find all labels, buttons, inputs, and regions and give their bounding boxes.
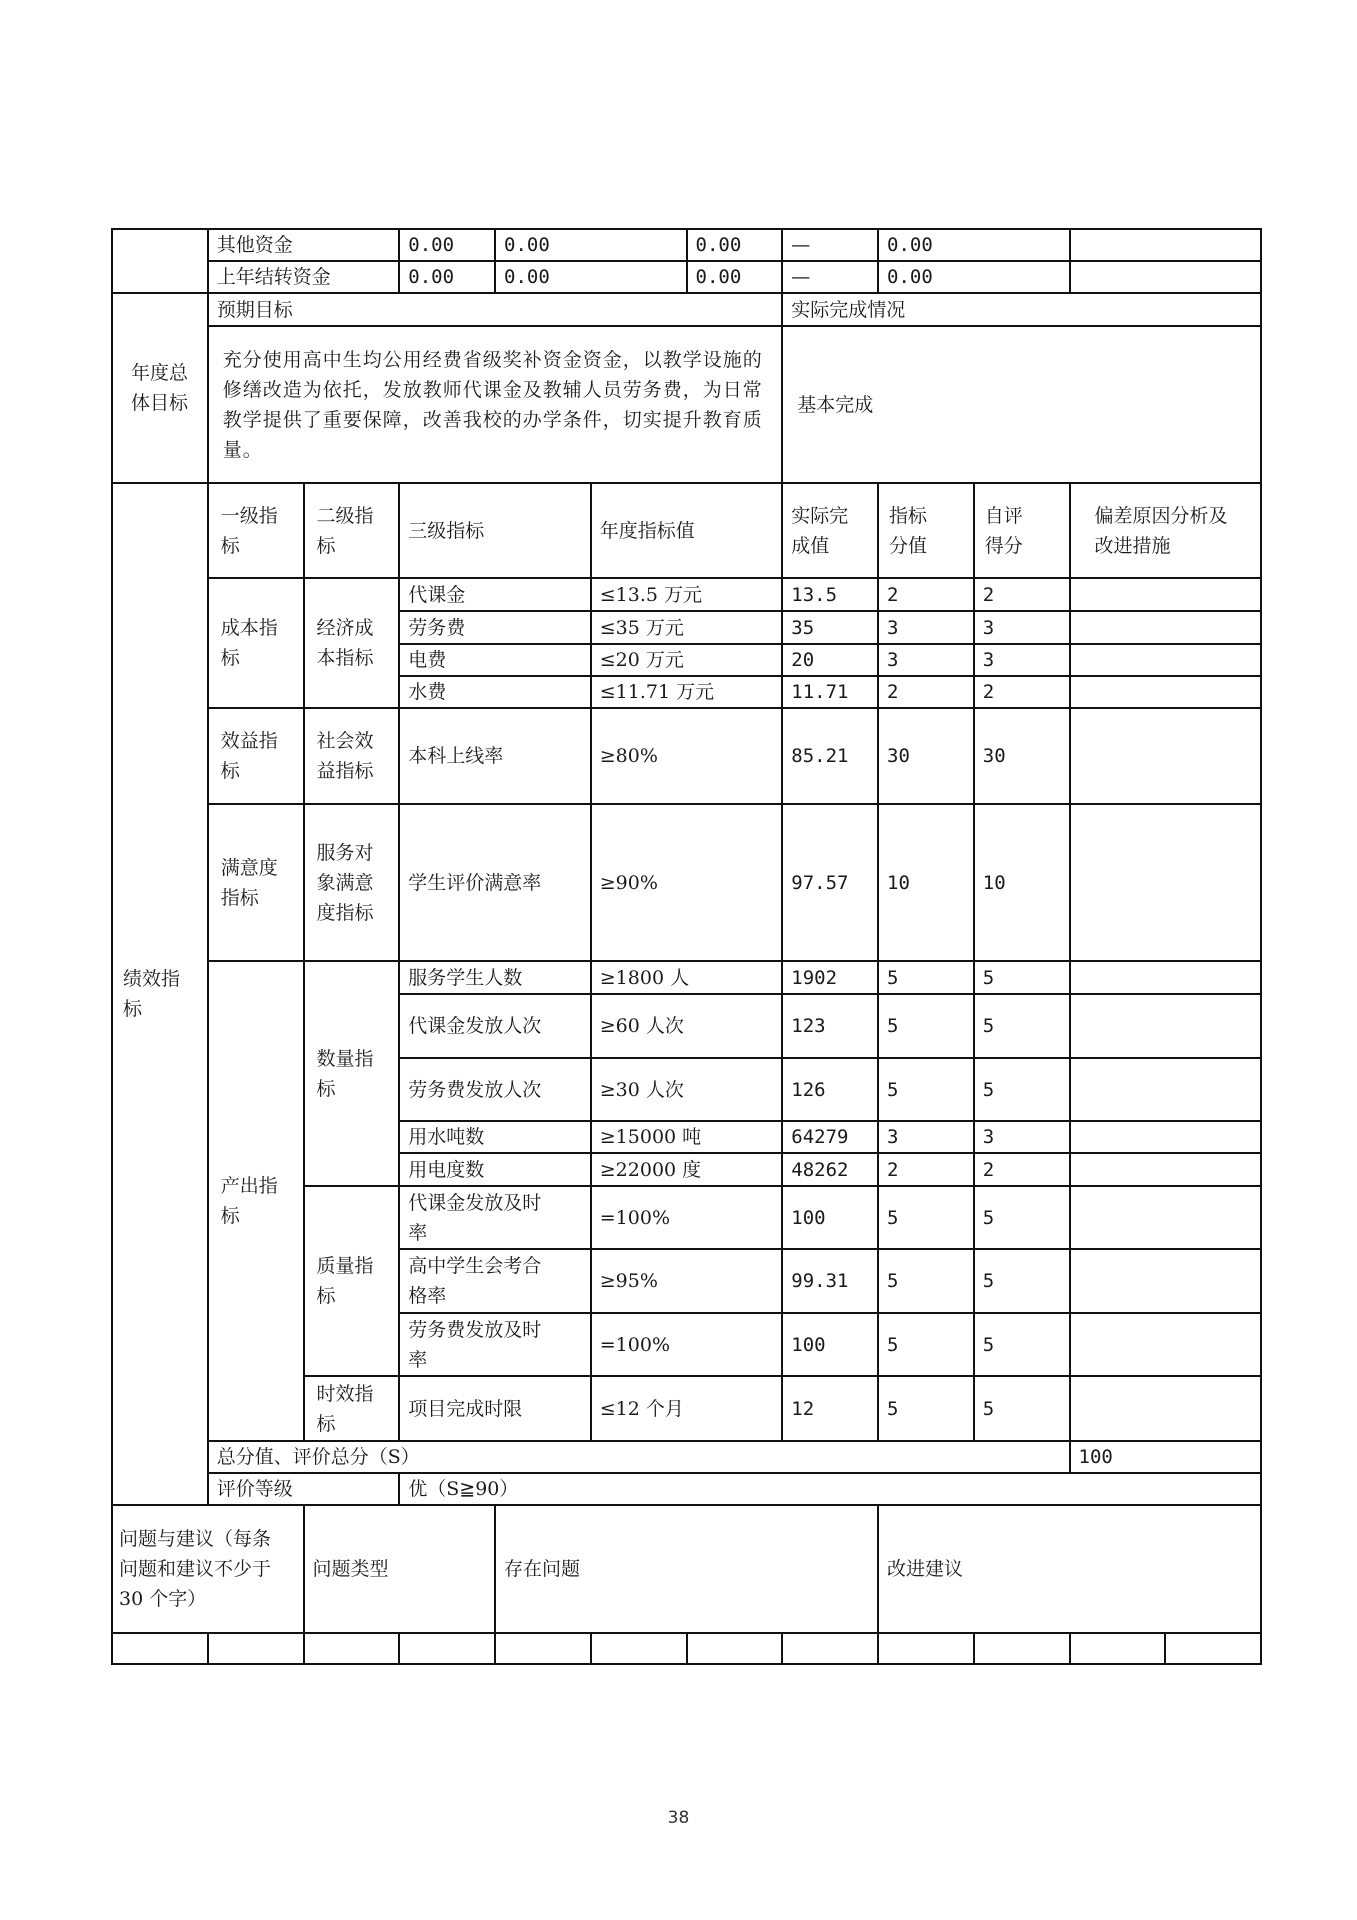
weight-cell: 2 xyxy=(878,578,974,611)
actual-cell: 1902 xyxy=(782,961,878,994)
score-cell: 2 xyxy=(974,1153,1070,1186)
target-cell: ≤12 个月 xyxy=(591,1376,783,1441)
level1-cell: 效益指标 xyxy=(208,708,304,804)
weight-cell: 5 xyxy=(878,1249,974,1313)
target-cell: =100% xyxy=(591,1186,783,1249)
blank-cell xyxy=(399,1633,495,1664)
score-cell: 10 xyxy=(974,804,1070,961)
header-weight: 指标分值 xyxy=(878,483,974,578)
target-cell: ≥60 人次 xyxy=(591,994,783,1058)
blank-cell xyxy=(687,1633,783,1664)
header-target: 年度指标值 xyxy=(591,483,783,578)
fund-value: 0.00 xyxy=(399,229,495,261)
fund-row xyxy=(112,229,1261,261)
blank-cell xyxy=(495,1633,591,1664)
actual-cell: 99.31 xyxy=(782,1249,878,1313)
issues-blank-row xyxy=(112,1633,1261,1664)
header-score: 自评得分 xyxy=(974,483,1070,578)
target-cell: ≥15000 吨 xyxy=(591,1121,783,1153)
weight-cell: 5 xyxy=(878,994,974,1058)
target-cell: ≤11.71 万元 xyxy=(591,676,783,708)
blank-cell xyxy=(782,1633,878,1664)
score-cell: 3 xyxy=(974,611,1070,644)
weight-cell: 3 xyxy=(878,644,974,676)
analysis-cell xyxy=(1070,644,1262,676)
fund-value xyxy=(1070,229,1262,261)
score-cell: 30 xyxy=(974,708,1070,804)
score-cell: 3 xyxy=(974,1121,1070,1153)
fund-value: 0.00 xyxy=(495,261,687,293)
analysis-cell xyxy=(1070,578,1262,611)
actual-completion-text: 基本完成 xyxy=(782,326,1261,483)
level3-cell: 项目完成时限 xyxy=(399,1376,591,1441)
level3-cell: 劳务费 xyxy=(399,611,591,644)
blank-cell xyxy=(304,1633,400,1664)
grade-row xyxy=(112,1473,1261,1505)
fund-name: 其他资金 xyxy=(208,229,400,261)
weight-cell: 5 xyxy=(878,1058,974,1121)
existing-problem-header: 存在问题 xyxy=(495,1505,878,1633)
target-cell: ≤20 万元 xyxy=(591,644,783,676)
performance-label: 绩效指标 xyxy=(112,483,208,1505)
actual-cell: 64279 xyxy=(782,1121,878,1153)
actual-completion-header: 实际完成情况 xyxy=(782,293,1261,326)
analysis-cell xyxy=(1070,994,1262,1058)
indicator-row xyxy=(112,961,1261,994)
blank-cell xyxy=(878,1633,974,1664)
target-cell: ≤13.5 万元 xyxy=(591,578,783,611)
actual-cell: 100 xyxy=(782,1313,878,1376)
header-actual: 实际完成值 xyxy=(782,483,878,578)
header-level1: 一级指标 xyxy=(208,483,304,578)
total-row xyxy=(112,1441,1261,1473)
target-cell: ≥80% xyxy=(591,708,783,804)
page-number: 38 xyxy=(667,1808,690,1828)
header-analysis: 偏差原因分析及改进措施 xyxy=(1070,483,1262,578)
score-cell: 5 xyxy=(974,1186,1070,1249)
analysis-cell xyxy=(1070,1121,1262,1153)
level2-cell: 质量指标 xyxy=(304,1186,400,1376)
performance-evaluation-table xyxy=(111,228,1260,1663)
annual-goal-label: 年度总体目标 xyxy=(112,293,208,483)
blank-cell xyxy=(974,1633,1070,1664)
total-label: 总分值、评价总分（S） xyxy=(208,1441,1070,1473)
analysis-cell xyxy=(1070,1313,1262,1376)
fund-value: 0.00 xyxy=(687,229,783,261)
blank-cell xyxy=(208,1633,304,1664)
level1-cell: 成本指标 xyxy=(208,578,304,708)
blank-cell xyxy=(1165,1633,1261,1664)
level3-cell: 本科上线率 xyxy=(399,708,591,804)
analysis-cell xyxy=(1070,961,1262,994)
actual-cell: 20 xyxy=(782,644,878,676)
fund-value: — xyxy=(782,261,878,293)
level2-cell: 服务对象满意度指标 xyxy=(304,804,400,961)
target-cell: ≥22000 度 xyxy=(591,1153,783,1186)
weight-cell: 5 xyxy=(878,1186,974,1249)
weight-cell: 5 xyxy=(878,1376,974,1441)
target-cell: ≥1800 人 xyxy=(591,961,783,994)
level3-cell: 学生评价满意率 xyxy=(399,804,591,961)
level1-cell: 满意度指标 xyxy=(208,804,304,961)
level3-cell: 用水吨数 xyxy=(399,1121,591,1153)
level3-cell: 代课金发放人次 xyxy=(399,994,591,1058)
actual-cell: 11.71 xyxy=(782,676,878,708)
level3-cell: 电费 xyxy=(399,644,591,676)
analysis-cell xyxy=(1070,804,1262,961)
level2-cell: 时效指标 xyxy=(304,1376,400,1441)
weight-cell: 5 xyxy=(878,961,974,994)
target-cell: ≥30 人次 xyxy=(591,1058,783,1121)
analysis-cell xyxy=(1070,1376,1262,1441)
level3-cell: 水费 xyxy=(399,676,591,708)
weight-cell: 10 xyxy=(878,804,974,961)
weight-cell: 3 xyxy=(878,1121,974,1153)
actual-cell: 13.5 xyxy=(782,578,878,611)
indicator-row xyxy=(112,708,1261,804)
weight-cell: 2 xyxy=(878,1153,974,1186)
analysis-cell xyxy=(1070,1186,1262,1249)
performance-header-row xyxy=(112,483,1261,578)
score-cell: 5 xyxy=(974,1058,1070,1121)
weight-cell: 2 xyxy=(878,676,974,708)
fund-value: 0.00 xyxy=(495,229,687,261)
target-cell: =100% xyxy=(591,1313,783,1376)
level3-cell: 代课金 xyxy=(399,578,591,611)
level3-cell: 高中学生会考合格率 xyxy=(399,1249,591,1313)
score-cell: 5 xyxy=(974,1313,1070,1376)
score-cell: 5 xyxy=(974,994,1070,1058)
target-cell: ≥95% xyxy=(591,1249,783,1313)
level2-cell: 社会效益指标 xyxy=(304,708,400,804)
fund-row xyxy=(112,261,1261,293)
score-cell: 5 xyxy=(974,1376,1070,1441)
indicator-row xyxy=(112,804,1261,961)
suggestion-header: 改进建议 xyxy=(878,1505,1261,1633)
analysis-cell xyxy=(1070,708,1262,804)
grade-label: 评价等级 xyxy=(208,1473,400,1505)
actual-cell: 35 xyxy=(782,611,878,644)
weight-cell: 3 xyxy=(878,611,974,644)
score-cell: 5 xyxy=(974,961,1070,994)
total-value: 100 xyxy=(1070,1441,1262,1473)
analysis-cell xyxy=(1070,676,1262,708)
level3-cell: 劳务费发放人次 xyxy=(399,1058,591,1121)
actual-cell: 100 xyxy=(782,1186,878,1249)
blank-cell xyxy=(112,1633,208,1664)
issues-label: 问题与建议（每条问题和建议不少于 30 个字） xyxy=(112,1505,304,1633)
level3-cell: 用电度数 xyxy=(399,1153,591,1186)
fund-name: 上年结转资金 xyxy=(208,261,400,293)
blank-cell xyxy=(591,1633,687,1664)
level3-cell: 代课金发放及时率 xyxy=(399,1186,591,1249)
fund-value: 0.00 xyxy=(687,261,783,293)
actual-cell: 126 xyxy=(782,1058,878,1121)
weight-cell: 30 xyxy=(878,708,974,804)
target-cell: ≥90% xyxy=(591,804,783,961)
header-level2: 二级指标 xyxy=(304,483,400,578)
fund-value: — xyxy=(782,229,878,261)
level1-cell: 产出指标 xyxy=(208,961,304,1441)
actual-cell: 123 xyxy=(782,994,878,1058)
score-cell: 5 xyxy=(974,1249,1070,1313)
target-cell: ≤35 万元 xyxy=(591,611,783,644)
score-cell: 2 xyxy=(974,676,1070,708)
actual-cell: 48262 xyxy=(782,1153,878,1186)
analysis-cell xyxy=(1070,611,1262,644)
actual-cell: 12 xyxy=(782,1376,878,1441)
indicator-row xyxy=(112,578,1261,611)
level2-cell: 数量指标 xyxy=(304,961,400,1186)
goal-header-row xyxy=(112,293,1261,326)
issue-type-header: 问题类型 xyxy=(304,1505,496,1633)
evaluation-grid xyxy=(111,228,1262,1665)
grade-value: 优（S≧90） xyxy=(399,1473,1261,1505)
fund-label-cell xyxy=(112,229,208,293)
fund-value: 0.00 xyxy=(878,229,1070,261)
level2-cell: 经济成本指标 xyxy=(304,578,400,708)
actual-cell: 97.57 xyxy=(782,804,878,961)
score-cell: 3 xyxy=(974,644,1070,676)
fund-value xyxy=(1070,261,1262,293)
analysis-cell xyxy=(1070,1058,1262,1121)
level3-cell: 服务学生人数 xyxy=(399,961,591,994)
analysis-cell xyxy=(1070,1153,1262,1186)
weight-cell: 5 xyxy=(878,1313,974,1376)
analysis-cell xyxy=(1070,1249,1262,1313)
issues-header-row xyxy=(112,1505,1261,1633)
actual-cell: 85.21 xyxy=(782,708,878,804)
expected-goal-header: 预期目标 xyxy=(208,293,783,326)
level3-cell: 劳务费发放及时率 xyxy=(399,1313,591,1376)
score-cell: 2 xyxy=(974,578,1070,611)
header-level3: 三级指标 xyxy=(399,483,591,578)
goal-content-row xyxy=(112,326,1261,483)
blank-cell xyxy=(1070,1633,1166,1664)
fund-value: 0.00 xyxy=(878,261,1070,293)
expected-goal-text: 充分使用高中生均公用经费省级奖补资金资金，以教学设施的修缮改造为依托，发放教师代课金及教辅人员劳务费，为日常教学提供了重要保障，改善我校的办学条件，切实提升教育质量。 xyxy=(208,326,783,483)
fund-value: 0.00 xyxy=(399,261,495,293)
